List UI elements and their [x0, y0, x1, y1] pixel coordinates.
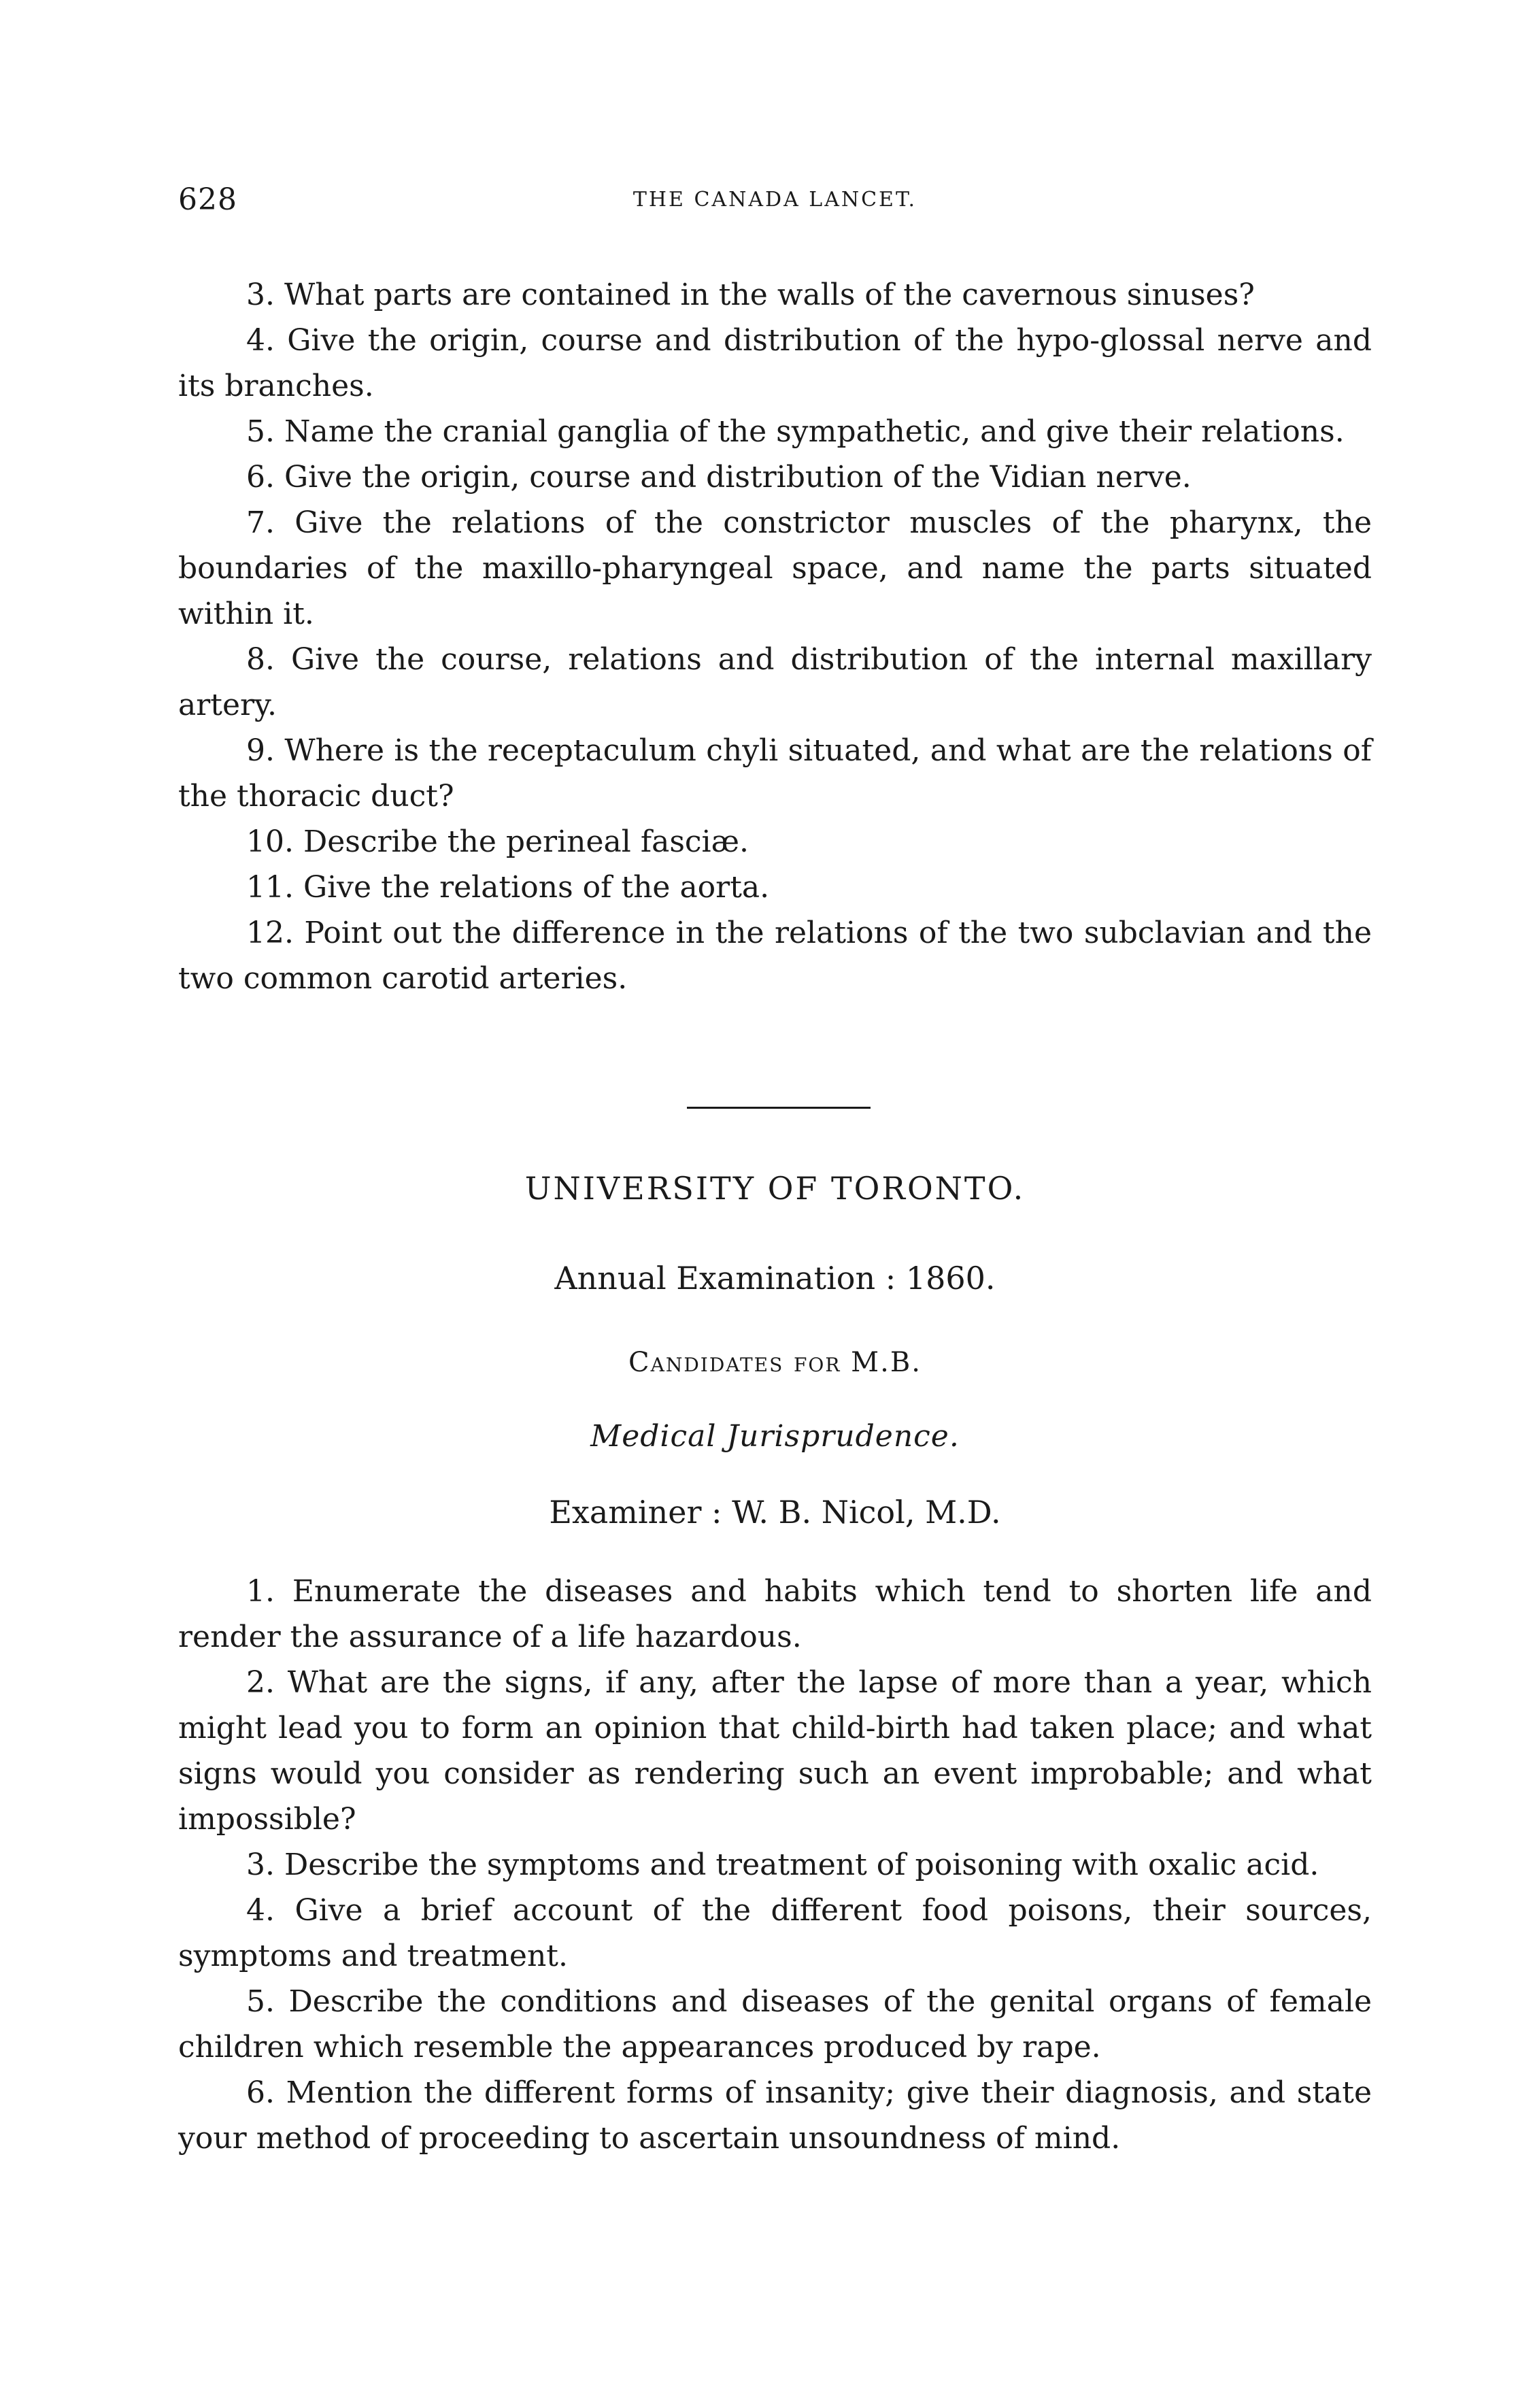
question-item: 6. Give the origin, course and distribution of the Vidian nerve. — [246, 460, 1192, 495]
question-item: 3. Describe the symptoms and treatment of poisoning with oxalic acid. — [246, 1847, 1319, 1882]
question-item: 3. What parts are contained in the walls of the cavernous sinuses? — [246, 278, 1255, 312]
question-item: 9. Where is the receptaculum chyli situated, and what are the relations of the thoracic duct? — [178, 733, 1372, 814]
question-item: 10. Describe the perineal fasciæ. — [246, 824, 749, 859]
question-item: 5. Name the cranial ganglia of the sympathetic, and give their relations. — [246, 414, 1345, 449]
question-item: 5. Describe the conditions and diseases of the genital organs of female children which resemble the appearances produced by rape. — [178, 1984, 1372, 2064]
anatomy-questions — [178, 272, 1372, 1001]
question-item: 8. Give the course, relations and distribution of the internal maxillary artery. — [178, 642, 1372, 722]
running-title: THE CANADA LANCET. — [632, 188, 917, 212]
question-item: 4. Give the origin, course and distribution of the hypo-glossal nerve and its branches. — [178, 323, 1372, 403]
question-item: 11. Give the relations of the aorta. — [246, 870, 770, 905]
examiner-line: Examiner : W. B. Nicol, M.D. — [549, 1494, 1001, 1531]
institution-heading: UNIVERSITY OF TORONTO. — [524, 1170, 1026, 1207]
question-item: 4. Give a brief account of the different food poisons, their sources, symptoms and treatment. — [178, 1893, 1372, 1973]
page-header — [178, 182, 1372, 223]
question-item: 6. Mention the different forms of insanity; give their diagnosis, and state your method of proceeding to ascertain unsoundness of mind. — [178, 2075, 1372, 2156]
candidates-heading: Candidates for M.B. — [628, 1347, 922, 1378]
jurisprudence-questions — [178, 1569, 1372, 2161]
section-divider — [687, 1107, 871, 1109]
question-item: 2. What are the signs, if any, after the lapse of more than a year, which might lead you to form an opinion that child-birth had taken place; and what signs would you consider as rendering such an event improbable; and what impossible? — [178, 1665, 1372, 1837]
question-item: 7. Give the relations of the constrictor muscles of the pharynx, the boundaries of the maxillo-pharyngeal space, and name the parts situated within it. — [178, 505, 1372, 631]
question-item: 12. Point out the difference in the relations of the two subclavian and the two common carotid arteries. — [178, 916, 1372, 996]
question-item: 1. Enumerate the diseases and habits which tend to shorten life and render the assurance of a life hazardous. — [178, 1574, 1372, 1654]
page-number: 628 — [178, 182, 237, 217]
subject-heading: Medical Jurisprudence. — [590, 1419, 960, 1454]
exam-heading: Annual Examination : 1860. — [554, 1260, 996, 1297]
